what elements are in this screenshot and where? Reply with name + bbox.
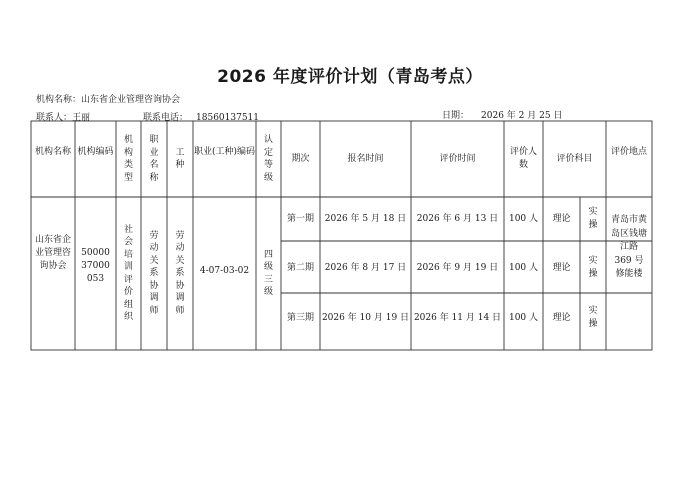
header-char: 机 (123, 135, 133, 145)
row1-subj-practice: 实操 (588, 207, 598, 230)
cell-char: 级 (263, 262, 273, 272)
cell-char: 调 (149, 293, 159, 304)
row3-eval: 2026 年 11 月 14 日 (413, 313, 502, 323)
header-char: 称 (149, 172, 159, 183)
cell-char: 协 (175, 280, 185, 291)
header-occ-code: 职业(工种)编码 (193, 147, 256, 157)
cell-char: 评 (123, 274, 133, 285)
row3-reg: 2026 年 10 月 19 日 (321, 313, 410, 323)
row3-subj-practice: 实操 (588, 306, 598, 329)
phone-value: 18560137511 (196, 113, 260, 123)
header-eval-time: 评价时间 (439, 154, 476, 164)
org-name-value: 山东省企业管理咨询协会 (81, 95, 181, 105)
header-eval-subject: 评价科目 (556, 154, 593, 164)
header-char: 名 (149, 160, 159, 170)
header-occupation (141, 121, 167, 197)
cell-org-name: 山东省企业管理咨询协会 (34, 235, 71, 271)
date-label: 日期： (442, 111, 470, 121)
cell-char: 动 (175, 243, 185, 254)
cell-char: 调 (175, 293, 185, 304)
cell-char: 系 (175, 268, 185, 279)
row1-eval: 2026 年 6 月 13 日 (416, 214, 499, 224)
cell-char: 会 (123, 237, 133, 247)
header-char: 型 (123, 172, 133, 183)
cell-char: 劳 (175, 230, 185, 241)
cell-work-type (167, 197, 193, 350)
header-work-type (167, 121, 193, 197)
cell-char: 协 (149, 280, 159, 291)
row3-count: 100 人 (508, 313, 539, 323)
date-value: 2026 年 2 月 25 日 (481, 111, 563, 121)
cell-char: 培 (123, 249, 133, 260)
cell-char: 四 (263, 249, 273, 260)
row1-reg: 2026 年 5 月 18 日 (324, 214, 407, 224)
cell-char: 关 (175, 255, 185, 266)
header-org-type (116, 121, 141, 197)
header-eval-count: 评价人数 (509, 147, 537, 170)
document-title: 2026 年度评价计划（青岛考点） (217, 67, 483, 87)
cell-org-code: 5000037000053 (81, 248, 110, 284)
cell-char: 关 (149, 255, 159, 266)
header-reg-time: 报名时间 (347, 154, 384, 164)
cell-char: 系 (149, 268, 159, 279)
header-org-code: 机构编码 (77, 147, 114, 157)
contact-label: 联系人： (36, 113, 73, 123)
row3-subj-theory: 理论 (552, 313, 571, 323)
row2-count: 100 人 (508, 263, 539, 273)
row1-count: 100 人 (508, 214, 539, 224)
header-org-name: 机构名称 (34, 147, 71, 157)
row2-reg: 2026 年 8 月 17 日 (324, 263, 407, 273)
row2-subj-practice: 实操 (588, 256, 598, 279)
header-char: 种 (175, 160, 185, 170)
phone-label: 联系电话： (143, 113, 189, 123)
cell-occupation (141, 197, 167, 350)
cell-char: 社 (123, 224, 133, 235)
header-char: 级 (263, 172, 273, 183)
row3-period: 第三期 (286, 313, 314, 323)
header-char: 工 (175, 147, 185, 158)
contact-value: 王丽 (72, 113, 91, 123)
cell-occ-code: 4-07-03-02 (199, 266, 250, 276)
header-char: 认 (263, 135, 273, 145)
org-name-label: 机构名称： (36, 95, 82, 105)
cell-char: 劳 (149, 230, 159, 241)
header-char: 类 (123, 160, 133, 170)
row2-eval: 2026 年 9 月 19 日 (416, 263, 499, 273)
cell-char: 组 (123, 299, 133, 310)
row2-period: 第二期 (286, 263, 314, 273)
cell-level (256, 197, 281, 350)
header-level (256, 121, 281, 197)
cell-char: 级 (263, 287, 273, 297)
cell-org-type (116, 197, 141, 350)
cell-location: 青岛市黄岛区钱塘江路 369 号修能楼 (610, 215, 647, 279)
header-eval-location: 评价地点 (610, 147, 647, 157)
header-char: 构 (123, 147, 133, 158)
cell-char: 训 (123, 262, 133, 272)
row2-subj-theory: 理论 (552, 263, 571, 273)
header-period: 期次 (291, 154, 310, 164)
header-char: 业 (149, 147, 159, 158)
row1-period: 第一期 (286, 214, 314, 224)
cell-char: 三 (263, 274, 273, 285)
header-char: 定 (263, 147, 273, 158)
cell-char: 织 (123, 312, 133, 322)
cell-char: 价 (123, 287, 133, 297)
header-char: 职 (149, 135, 159, 145)
cell-char: 动 (149, 243, 159, 254)
row1-subj-theory: 理论 (552, 214, 571, 224)
cell-char: 师 (175, 305, 185, 316)
header-char: 等 (263, 160, 273, 170)
cell-char: 师 (149, 305, 159, 316)
